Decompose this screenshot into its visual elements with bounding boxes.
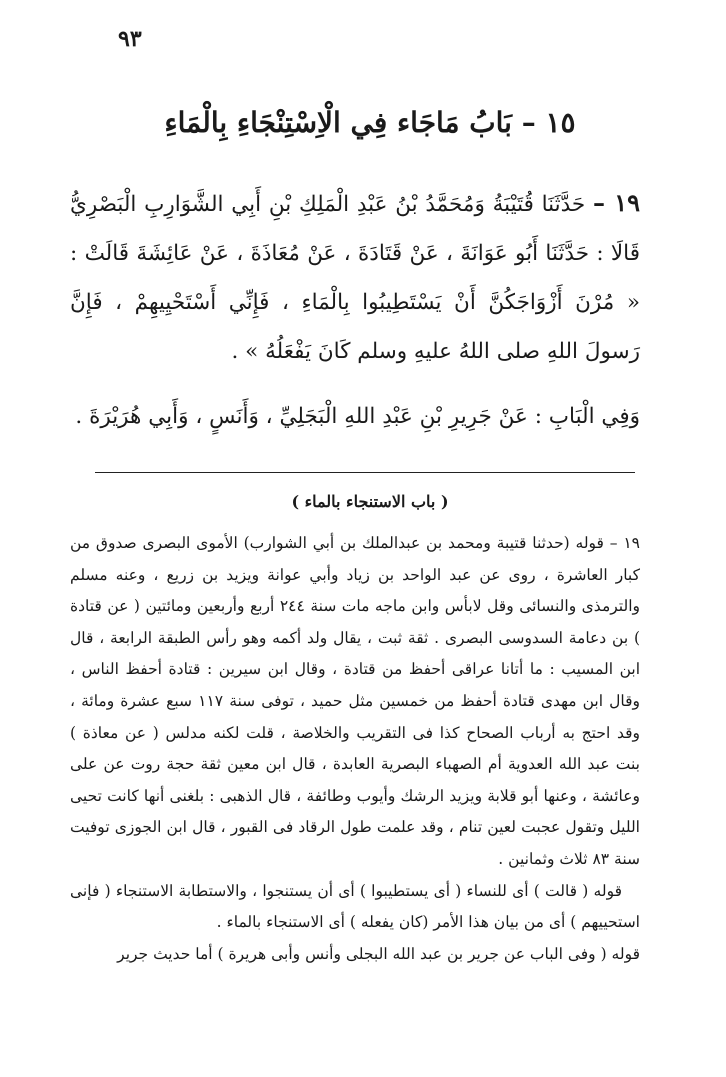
commentary-block	[70, 528, 640, 970]
hadith-body: حَدَّثَنَا قُتَيْبَةُ وَمُحَمَّدُ بْنُ عَبْدِ الْمَلِكِ بْنِ أَبِي الشَّوَارِبِ الْبَصْرِيُّ قَالَا : حَدَّثَنَا أَبُو عَوَانَةَ ، عَنْ قَتَادَةَ ، عَنْ مُعَاذَةَ ، عَنْ عَائِشَةَ قَالَتْ : « مُرْنَ أَزْوَاجَكُنَّ أَنْ يَسْتَطِيبُوا بِالْمَاءِ ، فَإِنِّي أَسْتَحْيِيهِمْ ، فَإِنَّ رَسولَ اللهِ صلى اللهُ عليهِ وسلم كَانَ يَفْعَلُهُ » .	[70, 192, 640, 364]
page-number: ٩٣	[118, 26, 142, 52]
hadith-paragraph	[70, 178, 640, 376]
section-divider	[95, 472, 635, 473]
commentary-paragraph: قوله ( قالت ) أى للنساء ( أى يستطيبوا ) أى أن يستنجوا ، والاستطابة الاستنجاء ( فإنى استحييهم ) أى من بيان هذا الأمر (كان يفعله ) أى الاستنجاء بالماء .	[70, 881, 640, 932]
fil-bab-line: وَفِي الْبَابِ : عَنْ جَرِيرِ بْنِ عَبْدِ اللهِ الْبَجَلِيِّ ، وَأَنَسٍ ، وَأَبِي هُرَيْرَةَ .	[75, 404, 640, 429]
hadith-text-block	[70, 178, 640, 441]
hadith-number: ١٩ –	[592, 188, 640, 217]
commentary-paragraph: ١٩ – قوله (حدثنا قتيبة ومحمد بن عبدالملك بن أبي الشوارب) الأموى البصرى صدوق من كبار العاشرة ، روى عن عبد الواحد بن زياد وأبي عوانة ويزيد بن زريع ، وعنه مسلم والترمذى والنسائى وقل لابأس وابن ماجه مات سنة ٢٤٤ أربع وأربعين ومائتين ( عن قتادة ) بن دعامة السدوسى البصرى . ثقة ثبت ، يقال ولد أكمه وهو رأس الطبقة الرابعة ، قال ابن المسيب : ما أتانا عراقى أحفظ من قتادة ، وقال ابن سيرين : قتادة أحفظ الناس ، وقال ابن مهدى قتادة أحفظ من خمسين مثل حميد ، توفى سنة ١١٧ سبع عشرة ومائة ، وقد احتج به أرباب الصحاح كذا فى التقريب والخلاصة ، قلت لكنه مدلس ( عن معاذة ) بنت عبد الله العدوية أم الصهباء البصرية العابدة ، قال ابن معين ثقة حجة روت عن على وعائشة ، وعنها أبو قلابة ويزيد الرشك وأيوب وطائفة ، قال الذهبى : بلغنى أنها كانت تحيى الليل وتقول عجبت لعين تنام ، وقد علمت طول الرقاد فى القبور ، قال ابن الجوزى توفيت سنة ٨٣ ثلاث وثمانين .	[70, 534, 640, 868]
chapter-heading: ١٥ – بَابُ مَاجَاء فِي الْاِسْتِنْجَاءِ بِالْمَاءِ	[164, 106, 576, 139]
commentary-paragraph: قوله ( وفى الباب عن جرير بن عبد الله البجلى وأنس وأبى هريرة ) أما حديث جرير	[117, 944, 640, 963]
commentary-heading: ( باب الاستنجاء بالماء )	[291, 492, 449, 511]
